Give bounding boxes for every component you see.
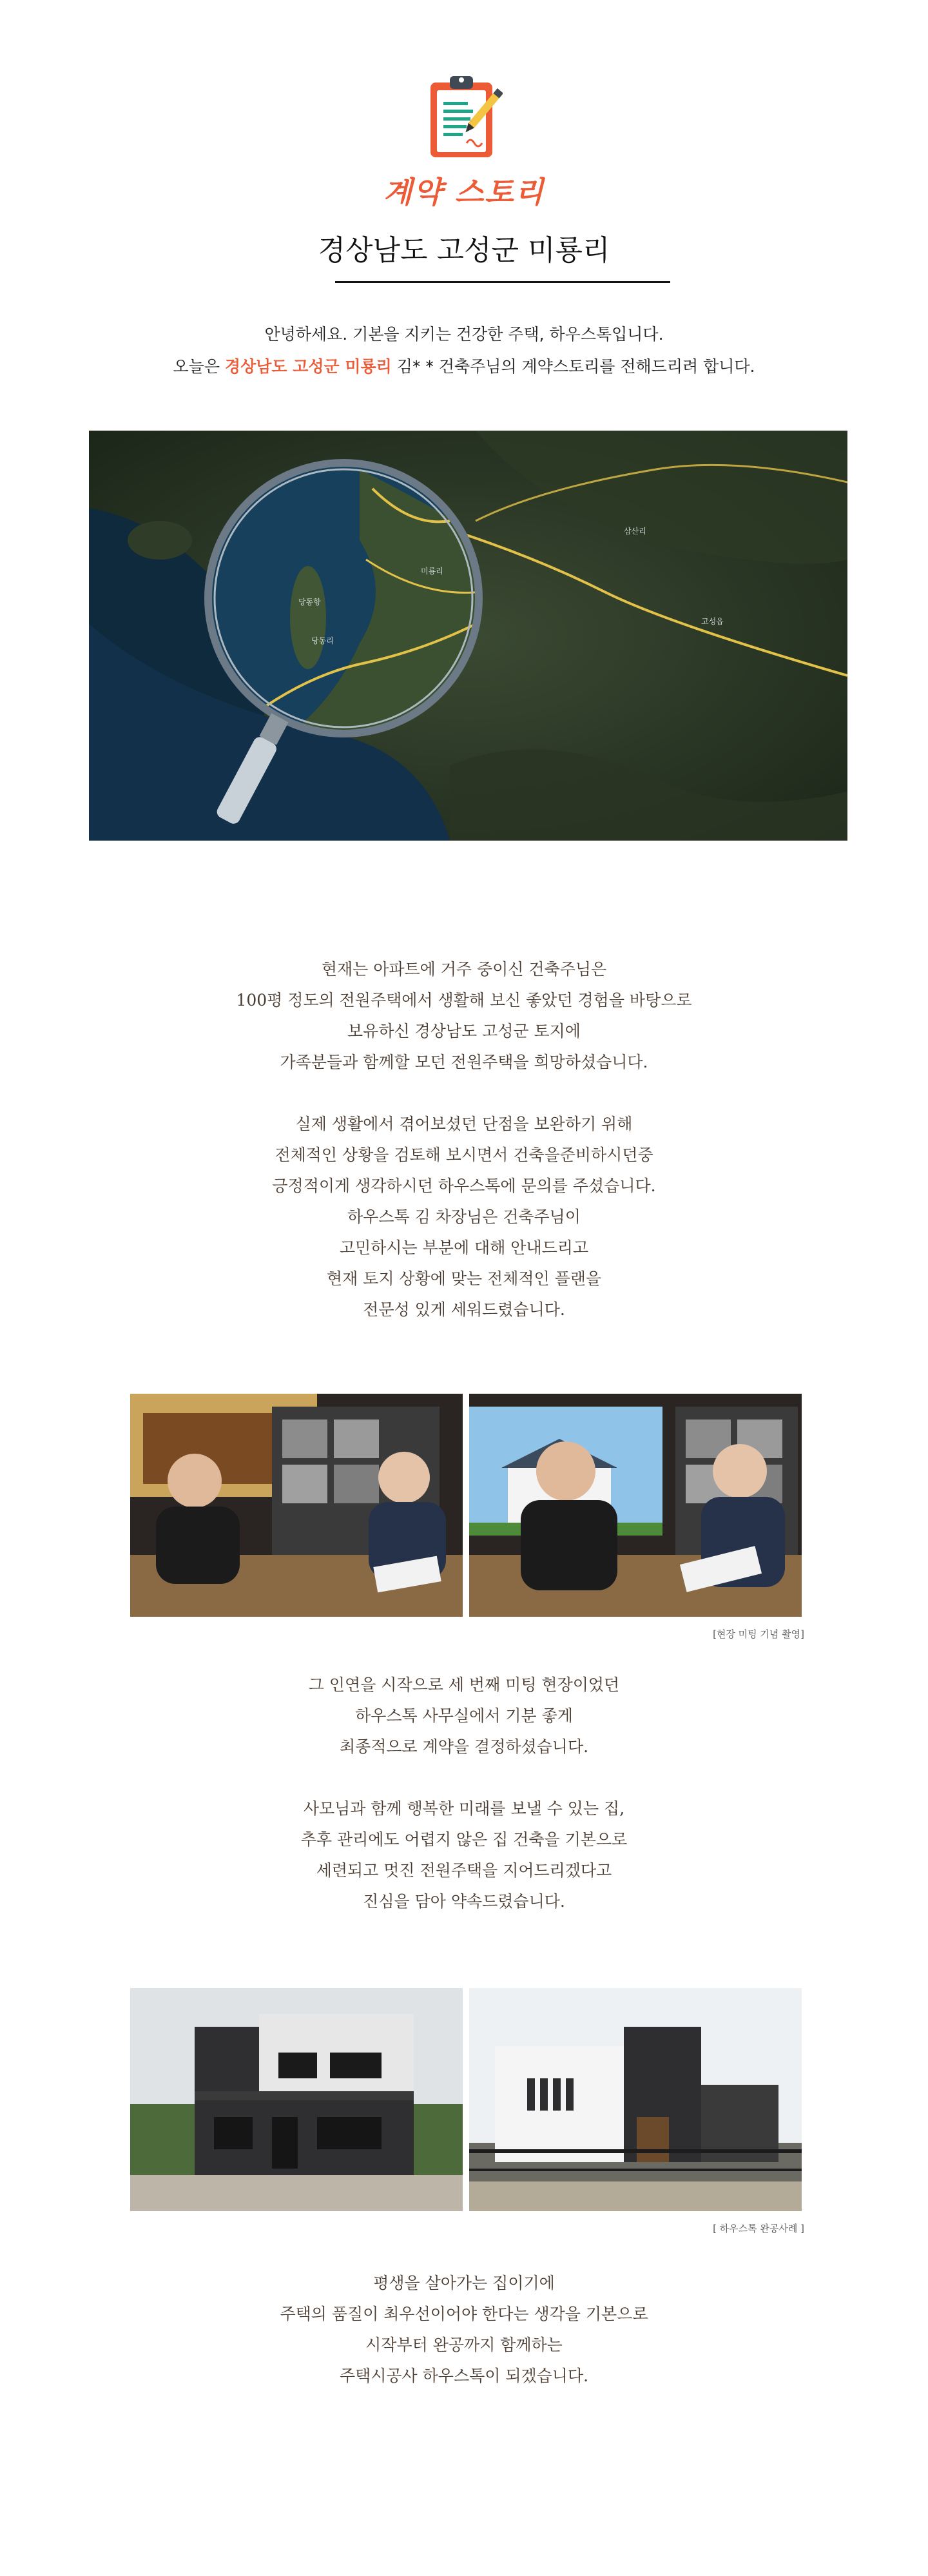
- story-line: 진심을 담아 약속드렸습니다.: [363, 1892, 565, 1911]
- story-line: 고민하시는 부분에 대해 안내드리고: [339, 1238, 589, 1257]
- story-line: 그 인연을 시작으로 세 번째 미팅 현장이었던: [308, 1675, 620, 1694]
- story-line: 전체적인 상황을 검토해 보시면서 건축을준비하시던중: [275, 1146, 653, 1164]
- story-line: 100평 정도의 전원주택에서 생활해 보신 좋았던 경험을 바탕으로: [236, 991, 692, 1010]
- story-line: 현재는 아파트에 거주 중이신 건축주님은: [321, 960, 607, 979]
- story-line: 최종적으로 계약을 결정하셨습니다.: [339, 1737, 589, 1756]
- clipboard-contract-icon: [425, 71, 503, 161]
- story-line: 시작부터 완공까지 함께하는: [365, 2336, 563, 2354]
- map-label: 고성읍: [701, 617, 724, 626]
- story-line: 전문성 있게 세워드렸습니다.: [363, 1300, 565, 1319]
- story-line: 평생을 살아가는 집이기에: [373, 2274, 555, 2292]
- story-line: 사모님과 함께 행복한 미래를 보낼 수 있는 집,: [303, 1799, 625, 1818]
- intro-location-highlight: 경상남도 고성군 미룡리: [224, 357, 392, 376]
- story-paragraph-1: [0, 954, 928, 1325]
- story-paragraph-2: [0, 1670, 928, 1917]
- title-divider: [335, 281, 670, 283]
- meeting-photo-2: [469, 1394, 802, 1617]
- map-label: 당동리: [311, 636, 334, 645]
- intro-suffix: 김* * 건축주님의 계약스토리를 전해드리려 합니다.: [391, 357, 755, 376]
- story-line: 추후 관리에도 어렵지 않은 집 건축을 기본으로: [300, 1830, 628, 1849]
- intro-line-2: [0, 351, 928, 383]
- page-title: 경상남도 고성군 미룡리: [318, 234, 610, 267]
- map-label: 당동항: [298, 598, 321, 607]
- house-photo-caption: [ 하우스톡 완공사례 ]: [713, 2223, 804, 2234]
- story-line: 주택시공사 하우스톡이 되겠습니다.: [339, 2366, 589, 2385]
- story-line: 보유하신 경상남도 고성군 토지에: [347, 1022, 581, 1040]
- story-line: 현재 토지 상황에 맞는 전체적인 플랜을: [326, 1269, 602, 1288]
- brand-title: 계약 스토리: [383, 175, 545, 210]
- map-label: 삼산리: [624, 527, 646, 536]
- intro-prefix: 오늘은: [173, 357, 225, 376]
- completed-house-photo-1: [130, 1988, 463, 2211]
- meeting-photo-1: [130, 1394, 463, 1617]
- story-line: 가족분들과 함께할 모던 전원주택을 희망하셨습니다.: [280, 1053, 648, 1071]
- story-line: 하우스톡 사무실에서 기분 좋게: [355, 1706, 573, 1725]
- story-line: 세련되고 멋진 전원주택을 지어드리겠다고: [316, 1861, 612, 1880]
- map-label: 미룡리: [421, 567, 443, 576]
- story-line: 실제 생활에서 겪어보셨던 단점을 보완하기 위해: [295, 1115, 633, 1133]
- story-line: 하우스톡 김 차장님은 건축주님이: [347, 1207, 581, 1226]
- story-line: 긍정적이게 생각하시던 하우스톡에 문의를 주셨습니다.: [272, 1176, 656, 1195]
- meeting-photo-caption: [현장 미팅 기념 촬영]: [713, 1628, 804, 1640]
- completed-house-photo-2: [469, 1988, 802, 2211]
- intro-text: [0, 318, 928, 383]
- intro-line-1: 안녕하세요. 기본을 지키는 건강한 주택, 하우스톡입니다.: [264, 325, 664, 344]
- satellite-map-image: [89, 431, 847, 841]
- story-line: 주택의 품질이 최우선이어야 한다는 생각을 기본으로: [280, 2305, 648, 2323]
- paragraph-gap: [0, 1762, 928, 1793]
- story-paragraph-3: [0, 2268, 928, 2392]
- paragraph-gap: [0, 1078, 928, 1109]
